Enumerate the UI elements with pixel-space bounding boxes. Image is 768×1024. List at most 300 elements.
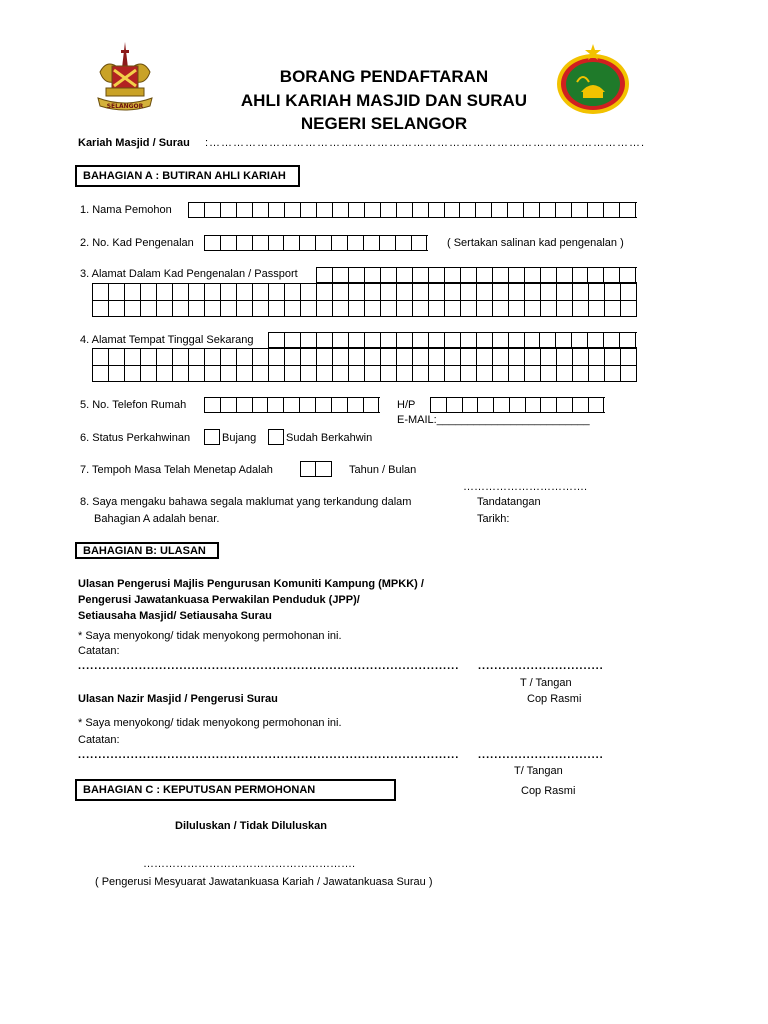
nazir-support-text: * Saya menyokong/ tidak menyokong permohonan ini. (78, 717, 342, 729)
char-cell[interactable] (349, 284, 365, 301)
char-cell[interactable] (413, 284, 429, 301)
char-cell[interactable] (365, 301, 381, 318)
char-cell[interactable] (431, 398, 447, 412)
char-cell[interactable] (253, 236, 269, 250)
mpkk-notes-label: Catatan: (78, 645, 120, 657)
char-cell[interactable] (605, 301, 621, 318)
char-cell[interactable] (284, 236, 300, 250)
char-cell[interactable] (253, 284, 269, 301)
char-cell[interactable] (461, 301, 477, 318)
char-cell[interactable] (429, 366, 445, 383)
q7-label: 7. Tempoh Masa Telah Menetap Adalah (80, 464, 273, 476)
char-cell[interactable] (478, 398, 494, 412)
current-address-input-row1[interactable] (268, 332, 637, 348)
char-cell[interactable] (573, 398, 589, 412)
char-cell[interactable] (604, 333, 620, 347)
char-cell[interactable] (285, 301, 301, 318)
char-cell[interactable] (141, 366, 157, 383)
char-cell[interactable] (429, 284, 445, 301)
char-cell[interactable] (333, 284, 349, 301)
char-cell[interactable] (460, 203, 476, 217)
char-cell[interactable] (253, 398, 269, 412)
kariah-input-dots[interactable]: :………………………………………………………………………………………………. (205, 137, 646, 149)
char-cell[interactable] (572, 333, 588, 347)
char-cell[interactable] (301, 462, 316, 476)
q8-declaration-line2: Bahagian A adalah benar. (94, 513, 220, 525)
char-cell[interactable] (573, 366, 589, 383)
bujang-label: Bujang (222, 432, 257, 444)
char-cell[interactable] (157, 284, 173, 301)
char-cell[interactable] (221, 236, 237, 250)
ic-address-input-grid[interactable] (92, 283, 637, 317)
char-cell[interactable] (381, 349, 397, 366)
section-c-heading: BAHAGIAN C : KEPUTUSAN PERMOHONAN (75, 779, 396, 801)
nazir-signature-label: T/ Tangan (514, 765, 563, 777)
char-cell[interactable] (301, 284, 317, 301)
char-cell[interactable] (173, 366, 189, 383)
char-cell[interactable] (413, 268, 429, 282)
char-cell[interactable] (461, 349, 477, 366)
char-cell[interactable] (349, 301, 365, 318)
char-cell[interactable] (509, 301, 525, 318)
char-cell[interactable] (477, 268, 493, 282)
char-cell[interactable] (317, 349, 333, 366)
char-cell[interactable] (269, 366, 285, 383)
char-cell[interactable] (349, 333, 365, 347)
char-cell[interactable] (493, 301, 509, 318)
char-cell[interactable] (540, 333, 556, 347)
char-cell[interactable] (557, 268, 573, 282)
sudah-berkahwin-label: Sudah Berkahwin (286, 432, 373, 444)
email-field[interactable]: E-MAIL:_________________________ (397, 414, 590, 426)
char-cell[interactable] (364, 236, 380, 250)
char-cell[interactable] (557, 284, 573, 301)
char-cell[interactable] (333, 203, 349, 217)
char-cell[interactable] (397, 349, 413, 366)
mpkk-heading-line3: Setiausaha Masjid/ Setiausaha Surau (78, 610, 272, 622)
char-cell[interactable] (285, 284, 301, 301)
char-cell[interactable] (189, 284, 205, 301)
char-cell[interactable] (621, 284, 637, 301)
char-cell[interactable] (333, 268, 349, 282)
char-cell[interactable] (300, 398, 316, 412)
char-cell[interactable] (525, 349, 541, 366)
char-cell[interactable] (509, 284, 525, 301)
char-cell[interactable] (365, 284, 381, 301)
char-cell[interactable] (221, 366, 237, 383)
char-cell[interactable] (429, 203, 445, 217)
char-cell[interactable] (333, 301, 349, 318)
form-title-line3: NEGERI SELANGOR (300, 114, 468, 133)
char-cell[interactable] (221, 284, 237, 301)
char-cell[interactable] (509, 366, 525, 383)
char-cell[interactable] (413, 203, 429, 217)
char-cell[interactable] (253, 301, 269, 318)
char-cell[interactable] (205, 236, 221, 250)
char-cell[interactable] (493, 366, 509, 383)
char-cell[interactable] (477, 333, 493, 347)
chair-signature-dots[interactable]: …………………………………………………. (143, 858, 356, 870)
signature-label: Tandatangan (477, 496, 541, 508)
form-title-line1: BORANG PENDAFTARAN (279, 67, 489, 86)
char-cell[interactable] (316, 236, 332, 250)
char-cell[interactable] (381, 268, 397, 282)
char-cell[interactable] (413, 366, 429, 383)
char-cell[interactable] (348, 236, 364, 250)
char-cell[interactable] (348, 398, 364, 412)
char-cell[interactable] (573, 284, 589, 301)
char-cell[interactable] (317, 333, 333, 347)
q2-label: 2. No. Kad Pengenalan (80, 237, 194, 249)
mpkk-notes-line[interactable]: .............................................................................................. (78, 660, 460, 672)
mpkk-heading-line1: Ulasan Pengerusi Majlis Pengurusan Komuniti Kampung (MPKK) / (78, 578, 424, 590)
char-cell[interactable] (557, 301, 573, 318)
char-cell[interactable] (588, 203, 604, 217)
char-cell[interactable] (429, 268, 445, 282)
char-cell[interactable] (540, 203, 556, 217)
char-cell[interactable] (541, 366, 557, 383)
char-cell[interactable] (189, 366, 205, 383)
char-cell[interactable] (412, 236, 428, 250)
char-cell[interactable] (284, 398, 300, 412)
chair-label: ( Pengerusi Mesyuarat Jawatankuasa Kariah / Jawatankuasa Surau ) (95, 876, 433, 888)
char-cell[interactable] (221, 398, 237, 412)
char-cell[interactable] (541, 301, 557, 318)
char-cell[interactable] (269, 301, 285, 318)
char-cell[interactable] (285, 366, 301, 383)
char-cell[interactable] (556, 333, 572, 347)
char-cell[interactable] (413, 349, 429, 366)
char-cell[interactable] (621, 349, 637, 366)
char-cell[interactable] (541, 349, 557, 366)
char-cell[interactable] (332, 398, 348, 412)
char-cell[interactable] (189, 349, 205, 366)
duration-input-boxes[interactable] (300, 461, 332, 477)
char-cell[interactable] (445, 203, 461, 217)
char-cell[interactable] (525, 366, 541, 383)
char-cell[interactable] (237, 236, 253, 250)
char-cell[interactable] (157, 366, 173, 383)
char-cell[interactable] (463, 398, 479, 412)
char-cell[interactable] (189, 301, 205, 318)
char-cell[interactable] (301, 333, 317, 347)
q6-label: 6. Status Perkahwinan (80, 432, 191, 444)
char-cell[interactable] (365, 203, 381, 217)
char-cell[interactable] (381, 301, 397, 318)
section-a-heading: BAHAGIAN A : BUTIRAN AHLI KARIAH (75, 165, 300, 187)
char-cell[interactable] (365, 268, 381, 282)
ic-address-input-row1[interactable] (316, 267, 637, 283)
char-cell[interactable] (269, 203, 285, 217)
char-cell[interactable] (381, 284, 397, 301)
char-cell[interactable] (253, 366, 269, 383)
char-cell[interactable] (332, 236, 348, 250)
char-cell[interactable] (109, 349, 125, 366)
nazir-signature-line[interactable]: ............................... (478, 749, 604, 761)
char-cell[interactable] (413, 301, 429, 318)
char-cell[interactable] (557, 366, 573, 383)
char-cell[interactable] (300, 236, 316, 250)
char-cell[interactable] (125, 301, 141, 318)
char-cell[interactable] (541, 284, 557, 301)
char-cell[interactable] (493, 284, 509, 301)
char-cell[interactable] (397, 366, 413, 383)
char-cell[interactable] (349, 349, 365, 366)
char-cell[interactable] (125, 366, 141, 383)
home-phone-input-boxes[interactable] (204, 397, 380, 413)
char-cell[interactable] (301, 349, 317, 366)
q2-note: ( Sertakan salinan kad pengenalan ) (447, 237, 624, 249)
char-cell[interactable] (125, 349, 141, 366)
char-cell[interactable] (494, 398, 510, 412)
char-cell[interactable] (157, 349, 173, 366)
char-cell[interactable] (461, 333, 477, 347)
char-cell[interactable] (604, 203, 620, 217)
char-cell[interactable] (445, 301, 461, 318)
char-cell[interactable] (205, 284, 221, 301)
char-cell[interactable] (365, 333, 381, 347)
char-cell[interactable] (524, 203, 540, 217)
char-cell[interactable] (493, 268, 509, 282)
name-input-boxes[interactable] (188, 202, 637, 218)
char-cell[interactable] (381, 333, 397, 347)
q5-label: 5. No. Telefon Rumah (80, 399, 187, 411)
char-cell[interactable] (397, 268, 413, 282)
svg-text:SELANGOR: SELANGOR (106, 103, 144, 110)
char-cell[interactable] (588, 268, 604, 282)
hp-label: H/P (397, 399, 416, 411)
char-cell[interactable] (621, 301, 637, 318)
char-cell[interactable] (205, 301, 221, 318)
char-cell[interactable] (445, 349, 461, 366)
char-cell[interactable] (589, 301, 605, 318)
char-cell[interactable] (237, 284, 253, 301)
char-cell[interactable] (316, 398, 332, 412)
char-cell[interactable] (477, 366, 493, 383)
q4-label: 4. Alamat Tempat Tinggal Sekarang (80, 334, 254, 346)
q8-declaration-line1: 8. Saya mengaku bahawa segala maklumat yang terkandung dalam (80, 496, 412, 508)
q7-unit: Tahun / Bulan (349, 464, 417, 476)
char-cell[interactable] (237, 349, 253, 366)
char-cell[interactable] (477, 301, 493, 318)
char-cell[interactable] (477, 284, 493, 301)
nazir-heading: Ulasan Nazir Masjid / Pengerusi Surau (78, 693, 278, 705)
char-cell[interactable] (365, 366, 381, 383)
decision-text[interactable]: Diluluskan / Tidak Diluluskan (175, 820, 328, 832)
char-cell[interactable] (237, 203, 253, 217)
char-cell[interactable] (285, 333, 301, 347)
char-cell[interactable] (253, 203, 269, 217)
char-cell[interactable] (381, 366, 397, 383)
char-cell[interactable] (493, 333, 509, 347)
mpkk-heading-line2: Pengerusi Jawatankuasa Perwakilan Penduduk (JPP)/ (78, 594, 360, 606)
char-cell[interactable] (461, 284, 477, 301)
mpkk-signature-line[interactable]: ............................... (478, 660, 604, 672)
char-cell[interactable] (573, 301, 589, 318)
char-cell[interactable] (477, 349, 493, 366)
char-cell[interactable] (93, 366, 109, 383)
char-cell[interactable] (620, 268, 636, 282)
char-cell[interactable] (493, 349, 509, 366)
mpkk-support-text: * Saya menyokong/ tidak menyokong permohonan ini. (78, 630, 342, 642)
char-cell[interactable] (525, 268, 541, 282)
char-cell[interactable] (93, 284, 109, 301)
char-cell[interactable] (621, 366, 637, 383)
char-cell[interactable] (269, 284, 285, 301)
char-cell[interactable] (510, 398, 526, 412)
char-cell[interactable] (221, 349, 237, 366)
char-cell[interactable] (605, 366, 621, 383)
char-cell[interactable] (205, 398, 221, 412)
char-cell[interactable] (141, 349, 157, 366)
char-cell[interactable] (525, 301, 541, 318)
q1-label: 1. Nama Pemohon (80, 204, 172, 216)
char-cell[interactable] (397, 333, 413, 347)
char-cell[interactable] (157, 301, 173, 318)
char-cell[interactable] (526, 398, 542, 412)
char-cell[interactable] (301, 203, 317, 217)
char-cell[interactable] (429, 301, 445, 318)
char-cell[interactable] (269, 236, 285, 250)
char-cell[interactable] (541, 268, 557, 282)
char-cell[interactable] (429, 333, 445, 347)
char-cell[interactable] (205, 203, 221, 217)
date-label: Tarikh: (477, 513, 510, 525)
char-cell[interactable] (333, 349, 349, 366)
char-cell[interactable] (93, 301, 109, 318)
char-cell[interactable] (589, 366, 605, 383)
char-cell[interactable] (573, 349, 589, 366)
sudah-berkahwin-checkbox[interactable] (268, 429, 284, 445)
mobile-phone-input-boxes[interactable] (430, 397, 605, 413)
char-cell[interactable] (316, 462, 331, 476)
char-cell[interactable] (525, 333, 541, 347)
char-cell[interactable] (141, 301, 157, 318)
char-cell[interactable] (397, 203, 413, 217)
section-b-heading: BAHAGIAN B: ULASAN (75, 542, 219, 559)
char-cell[interactable] (333, 333, 349, 347)
char-cell[interactable] (349, 366, 365, 383)
char-cell[interactable] (588, 333, 604, 347)
char-cell[interactable] (253, 349, 269, 366)
char-cell[interactable] (268, 398, 284, 412)
char-cell[interactable] (573, 268, 589, 282)
char-cell[interactable] (237, 366, 253, 383)
char-cell[interactable] (317, 268, 333, 282)
char-cell[interactable] (285, 203, 301, 217)
char-cell[interactable] (317, 284, 333, 301)
char-cell[interactable] (205, 349, 221, 366)
char-cell[interactable] (173, 284, 189, 301)
char-cell[interactable] (509, 349, 525, 366)
mpkk-signature-label: T / Tangan (520, 677, 572, 689)
char-cell[interactable] (205, 366, 221, 383)
char-cell[interactable] (396, 236, 412, 250)
char-cell[interactable] (364, 398, 380, 412)
char-cell[interactable] (173, 349, 189, 366)
char-cell[interactable] (285, 349, 301, 366)
char-cell[interactable] (317, 203, 333, 217)
char-cell[interactable] (447, 398, 463, 412)
char-cell[interactable] (109, 366, 125, 383)
char-cell[interactable] (333, 366, 349, 383)
signature-dots[interactable]: ……………………………. (463, 481, 588, 493)
char-cell[interactable] (109, 284, 125, 301)
char-cell[interactable] (557, 398, 573, 412)
char-cell[interactable] (397, 284, 413, 301)
char-cell[interactable] (93, 349, 109, 366)
char-cell[interactable] (605, 349, 621, 366)
char-cell[interactable] (317, 301, 333, 318)
char-cell[interactable] (461, 268, 477, 282)
char-cell[interactable] (349, 203, 365, 217)
char-cell[interactable] (572, 203, 588, 217)
char-cell[interactable] (380, 236, 396, 250)
char-cell[interactable] (221, 203, 237, 217)
char-cell[interactable] (397, 301, 413, 318)
char-cell[interactable] (141, 284, 157, 301)
char-cell[interactable] (221, 301, 237, 318)
ic-number-input-boxes[interactable] (204, 235, 428, 251)
char-cell[interactable] (589, 349, 605, 366)
kariah-label: Kariah Masjid / Surau (78, 137, 190, 149)
current-address-input-grid[interactable] (92, 348, 637, 382)
char-cell[interactable] (445, 284, 461, 301)
char-cell[interactable] (173, 301, 189, 318)
char-cell[interactable] (604, 268, 620, 282)
char-cell[interactable] (429, 349, 445, 366)
char-cell[interactable] (365, 349, 381, 366)
char-cell[interactable] (492, 203, 508, 217)
char-cell[interactable] (556, 203, 572, 217)
char-cell[interactable] (445, 268, 461, 282)
char-cell[interactable] (620, 333, 636, 347)
char-cell[interactable] (445, 333, 461, 347)
nazir-stamp-label: Cop Rasmi (521, 785, 576, 797)
char-cell[interactable] (109, 301, 125, 318)
char-cell[interactable] (476, 203, 492, 217)
char-cell[interactable] (508, 203, 524, 217)
char-cell[interactable] (525, 284, 541, 301)
char-cell[interactable] (349, 268, 365, 282)
char-cell[interactable] (509, 333, 525, 347)
char-cell[interactable] (445, 366, 461, 383)
char-cell[interactable] (461, 366, 477, 383)
char-cell[interactable] (605, 284, 621, 301)
form-title-line2: AHLI KARIAH MASJID DAN SURAU (240, 91, 528, 110)
char-cell[interactable] (317, 366, 333, 383)
char-cell[interactable] (301, 301, 317, 318)
char-cell[interactable] (541, 398, 557, 412)
char-cell[interactable] (269, 333, 285, 347)
char-cell[interactable] (589, 284, 605, 301)
q3-label: 3. Alamat Dalam Kad Pengenalan / Passport (80, 268, 298, 280)
bujang-checkbox[interactable] (204, 429, 220, 445)
char-cell[interactable] (509, 268, 525, 282)
char-cell[interactable] (237, 398, 253, 412)
char-cell[interactable] (413, 333, 429, 347)
char-cell[interactable] (237, 301, 253, 318)
char-cell[interactable] (557, 349, 573, 366)
char-cell[interactable] (125, 284, 141, 301)
char-cell[interactable] (381, 203, 397, 217)
char-cell[interactable] (589, 398, 605, 412)
char-cell[interactable] (301, 366, 317, 383)
char-cell[interactable] (189, 203, 205, 217)
char-cell[interactable] (269, 349, 285, 366)
nazir-notes-line[interactable]: .............................................................................................. (78, 749, 460, 761)
char-cell[interactable] (620, 203, 636, 217)
